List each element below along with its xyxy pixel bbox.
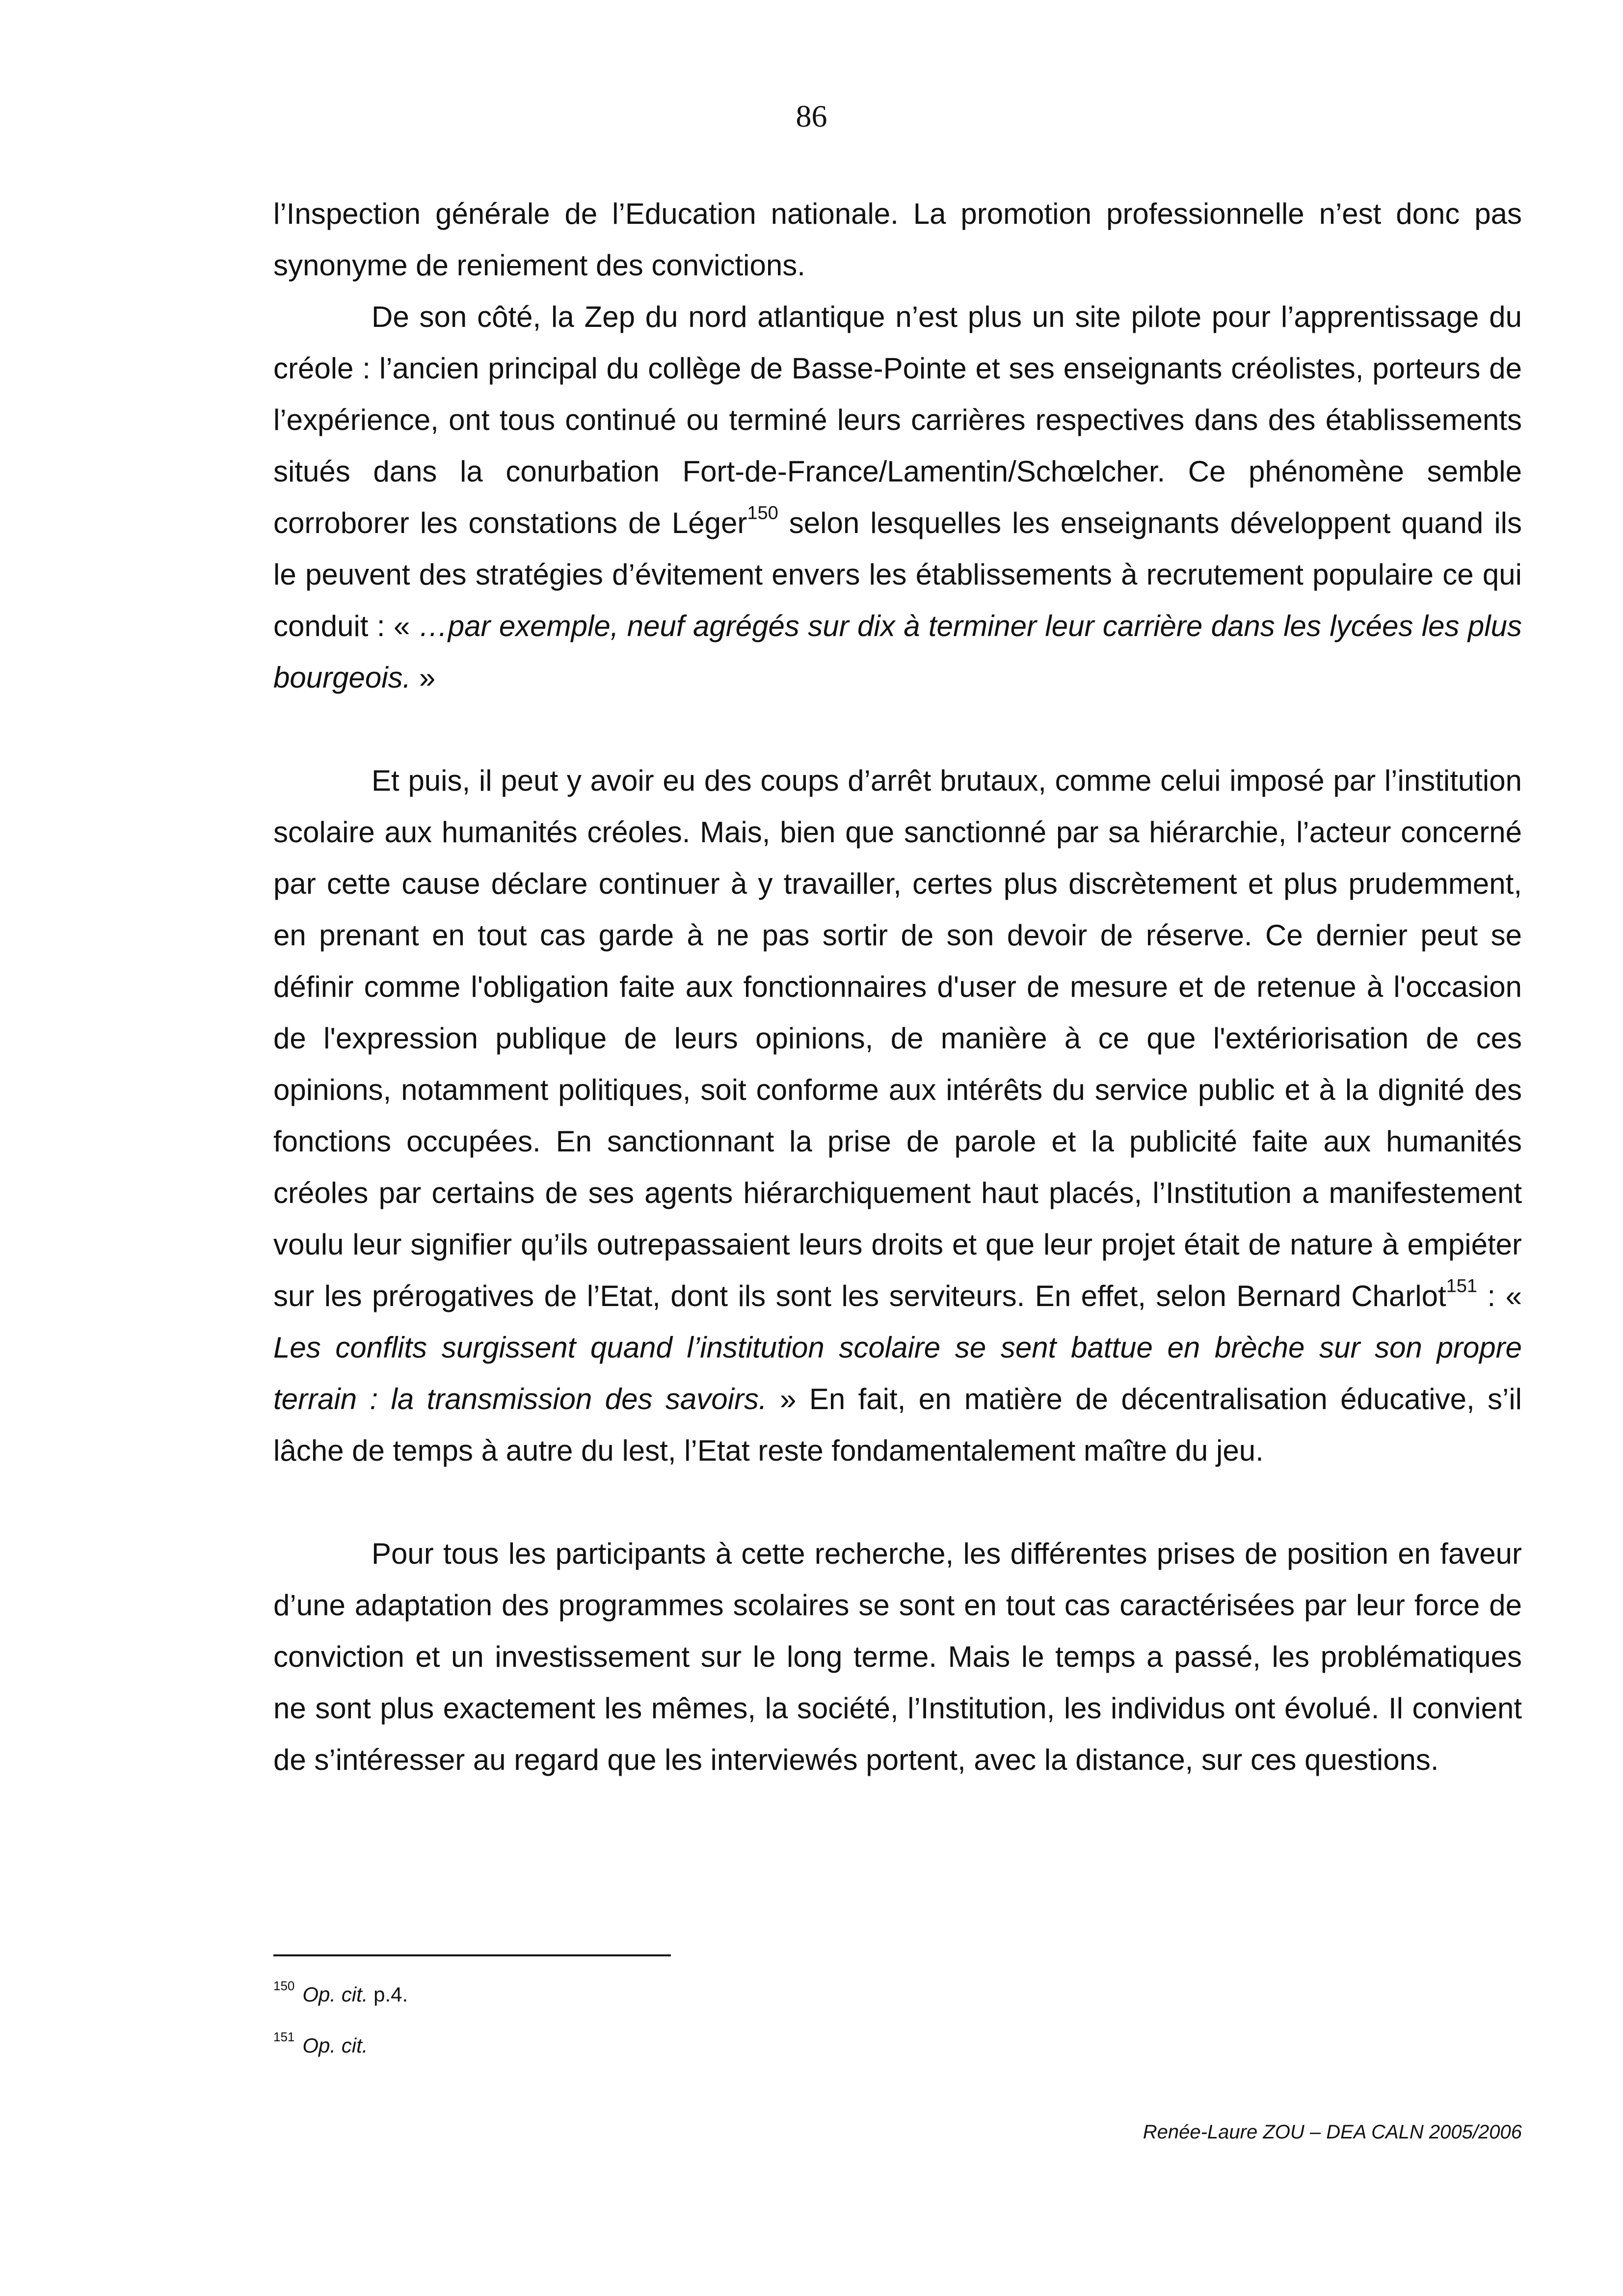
paragraph-2-text-c: »: [411, 661, 436, 694]
footnote-suffix: p.4.: [368, 1983, 408, 2006]
footnotes: [273, 1969, 408, 2071]
page-footer: Renée-Laure ZOU – DEA CALN 2005/2006: [1143, 2121, 1522, 2143]
page-number: 86: [796, 99, 827, 133]
footnote-151: [273, 2020, 408, 2071]
footnote-ref-150: 150: [747, 503, 778, 524]
paragraph-3-text-c: » En fait, en matière de décentralisation éducative, s’il lâche de temps à autre du lest, l’Etat reste fondamentalement maître du jeu.: [273, 1383, 1522, 1467]
paragraph-2-text-a: De son côté, la Zep du nord atlantique n’est plus un site pilote pour l’apprentissage du créole : l’ancien principal du collège de Basse-Pointe et ses enseignants créolistes, porteurs de l’expérience, ont tous continué ou terminé leurs carrières respectives dans des établissements situés dans la conurbation Fort-de-France/Lamentin/Schœlcher. Ce phénomène semble corroborer les constations de Léger: [273, 300, 1522, 539]
footnote-ref-151: 151: [1446, 1276, 1478, 1297]
paragraph-1: l’Inspection générale de l’Education nationale. La promotion professionnelle n’est donc pas synonyme de reniement des convictions.: [273, 197, 1522, 282]
paragraph-4: Pour tous les participants à cette recherche, les différentes prises de position en faveur d’une adaptation des programmes scolaires se sont en tout cas caractérisées par leur force de conviction et un investissement sur le long terme. Mais le temps a passé, les problématiques ne sont plus exactement les mêmes, la société, l’Institution, les individus ont évolué. Il convient de s’intéresser au regard que les interviewés portent, avec la distance, sur ces questions.: [273, 1537, 1522, 1776]
paragraph-3-quote: Les conflits surgissent quand l’institution scolaire se sent battue en brèche sur son propre terrain : la transmission des savoirs.: [273, 1331, 1522, 1415]
paragraph-3: [273, 755, 1522, 1476]
footnote-number: 150: [273, 1978, 295, 1993]
footnote-150: [273, 1969, 408, 2020]
paragraph-3-text-b: : «: [1477, 1280, 1522, 1312]
body-text: [273, 188, 1522, 1786]
footnote-citation: Op. cit.: [302, 2034, 368, 2057]
paragraph-3-text-a: Et puis, il peut y avoir eu des coups d’arrêt brutaux, comme celui imposé par l’institution scolaire aux humanités créoles. Mais, bien que sanctionné par sa hiérarchie, l’acteur concerné par cette cause déclare continuer à y travailler, certes plus discrètement et plus prudemment, en prenant en tout cas garde à ne pas sortir de son devoir de réserve. Ce dernier peut se définir comme l'obligation faite aux fonctionnaires d'user de mesure et de retenue à l'occasion de l'expression publique de leurs opinions, de manière à ce que l'extériorisation de ces opinions, notamment politiques, soit conforme aux intérêts du service public et à la dignité des fonctions occupées. En sanctionnant la prise de parole et la publicité faite aux humanités créoles par certains de ses agents hiérarchiquement haut placés, l’Institution a manifestement voulu leur signifier qu’ils outrepassaient leurs droits et que leur projet était de nature à empiéter sur les prérogatives de l’Etat, dont ils sont les serviteurs. En effet, selon Bernard Charlot: [273, 764, 1522, 1312]
footnote-separator: [273, 1954, 671, 1956]
paragraph-2-quote: …par exemple, neuf agrégés sur dix à terminer leur carrière dans les lycées les plus bourgeois.: [273, 610, 1522, 694]
footnote-number: 151: [273, 2029, 295, 2044]
footnote-citation: Op. cit.: [302, 1983, 368, 2006]
paragraph-2: [273, 291, 1522, 703]
paragraph-2-text-b: selon lesquelles les enseignants développent quand ils le peuvent des stratégies d’évitement envers les établissements à recrutement populaire ce qui conduit : «: [273, 507, 1522, 642]
